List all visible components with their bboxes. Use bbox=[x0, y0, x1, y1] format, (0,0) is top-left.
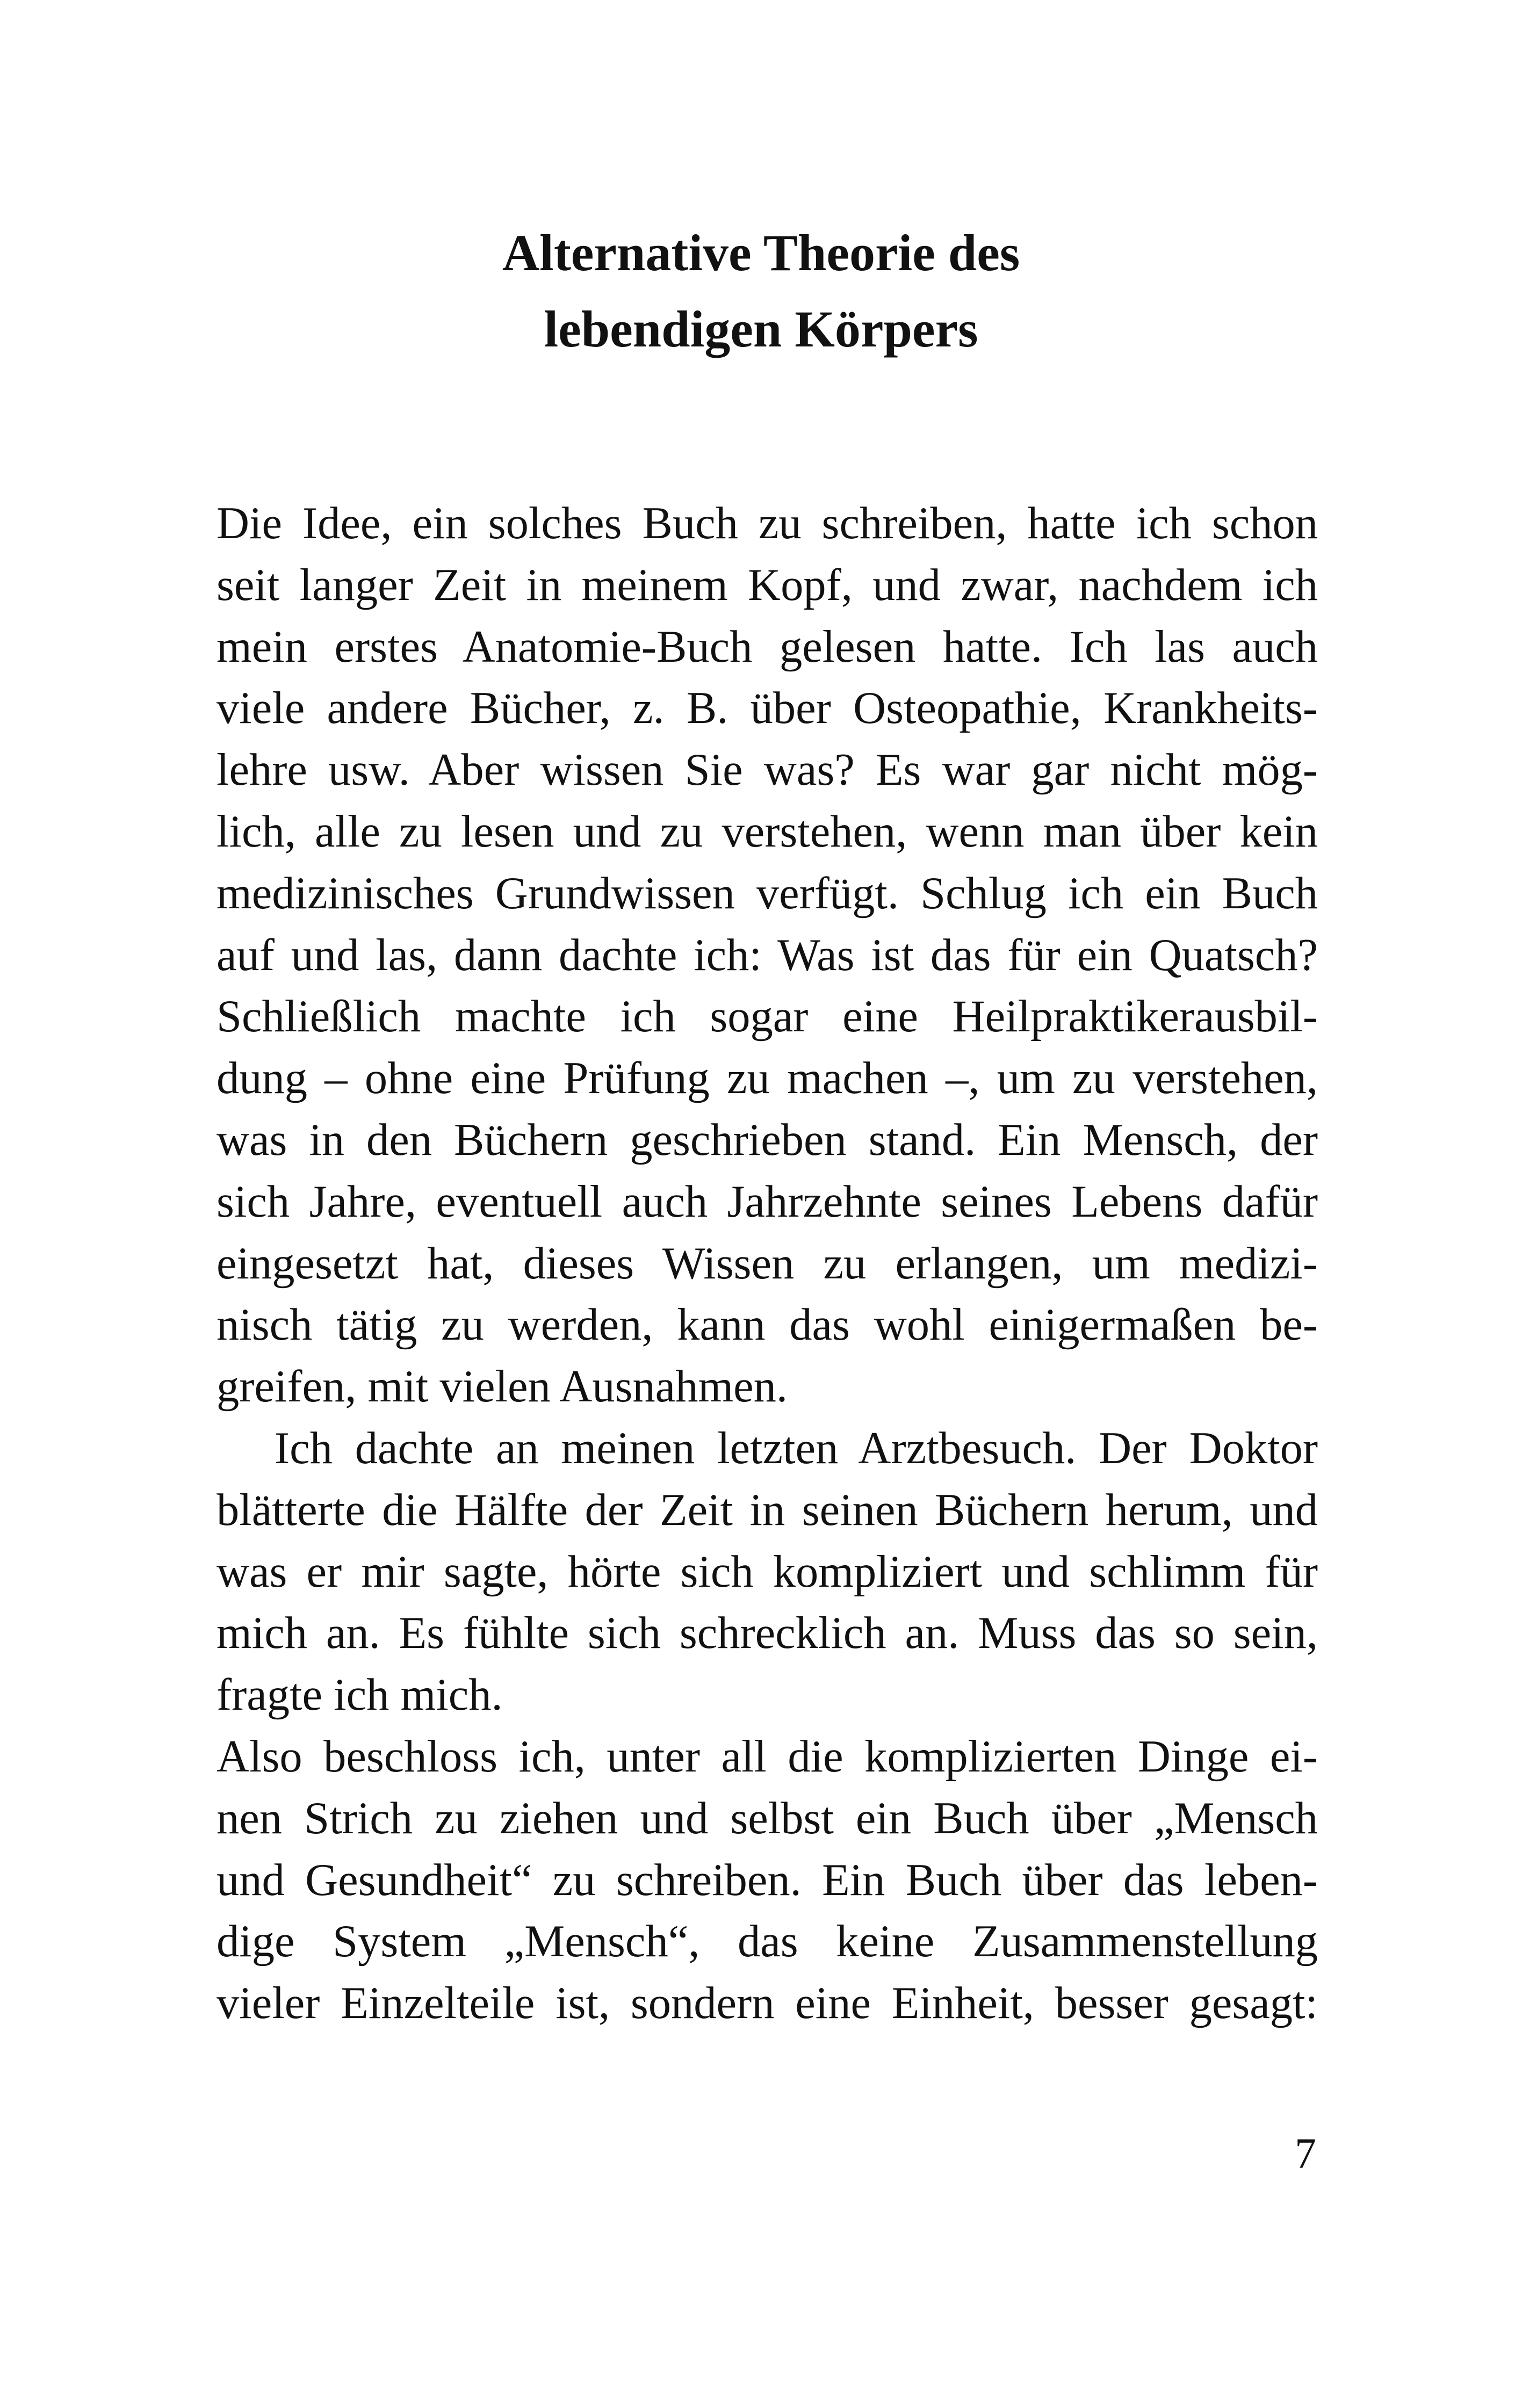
text-line: nen Strich zu ziehen und selbst ein Buch über „Mensch bbox=[217, 1793, 1318, 1843]
text-line: was er mir sagte, hörte sich kompliziert und schlimm für bbox=[217, 1546, 1318, 1597]
text-line: sich Jahre, eventuell auch Jahrzehnte seines Lebens dafür bbox=[217, 1176, 1318, 1227]
text-line: was in den Büchern geschrieben stand. Ein Mensch, der bbox=[217, 1115, 1318, 1165]
text-line: dige System „Mensch“, das keine Zusammenstellung bbox=[217, 1917, 1318, 1967]
text-line: vieler Einzelteile ist, sondern eine Einheit, besser gesagt: bbox=[217, 1978, 1318, 2029]
text-line: fragte ich mich. bbox=[217, 1670, 503, 1720]
text-line: greifen, mit vielen Ausnahmen. bbox=[217, 1362, 788, 1412]
chapter-title bbox=[0, 215, 1522, 367]
text-line: medizinisches Grundwissen verfügt. Schlug ich ein Buch bbox=[217, 868, 1318, 919]
text-line: lehre usw. Aber wissen Sie was? Es war gar nicht mög- bbox=[217, 745, 1318, 796]
text-line: und Gesundheit“ zu schreiben. Ein Buch über das leben- bbox=[217, 1855, 1318, 1905]
text-line: Also beschloss ich, unter all die komplizierten Dinge ei- bbox=[217, 1731, 1318, 1782]
text-line: nisch tätig zu werden, kann das wohl einigermaßen be- bbox=[217, 1300, 1318, 1350]
chapter-title-line-1: Alternative Theorie des bbox=[502, 224, 1020, 281]
text-line: lich, alle zu lesen und zu verstehen, wenn man über kein bbox=[217, 806, 1318, 857]
text-line: viele andere Bücher, z. B. über Osteopathie, Krankheits- bbox=[217, 683, 1318, 734]
chapter-title-line-2: lebendigen Körpers bbox=[544, 300, 978, 358]
text-line: blätterte die Hälfte der Zeit in seinen Büchern herum, und bbox=[217, 1485, 1318, 1535]
text-line: Die Idee, ein solches Buch zu schreiben, hatte ich schon bbox=[217, 498, 1318, 548]
text-line: mich an. Es fühlte sich schrecklich an. Muss das so sein, bbox=[217, 1608, 1318, 1659]
text-line: dung – ohne eine Prüfung zu machen –, um zu verstehen, bbox=[217, 1053, 1318, 1104]
text-line: mein erstes Anatomie-Buch gelesen hatte. Ich las auch bbox=[217, 621, 1318, 672]
text-line: Schließlich machte ich sogar eine Heilpraktikerausbil- bbox=[217, 992, 1318, 1042]
text-line: seit langer Zeit in meinem Kopf, und zwar, nachdem ich bbox=[217, 560, 1318, 610]
text-line: auf und las, dann dachte ich: Was ist das für ein Quatsch? bbox=[217, 930, 1318, 980]
text-line: Ich dachte an meinen letzten Arztbesuch. Der Doktor bbox=[275, 1423, 1318, 1473]
body-text bbox=[217, 493, 1318, 2035]
text-line: eingesetzt hat, dieses Wissen zu erlangen, um medizi- bbox=[217, 1238, 1318, 1289]
page-number: 7 bbox=[1295, 2130, 1316, 2178]
